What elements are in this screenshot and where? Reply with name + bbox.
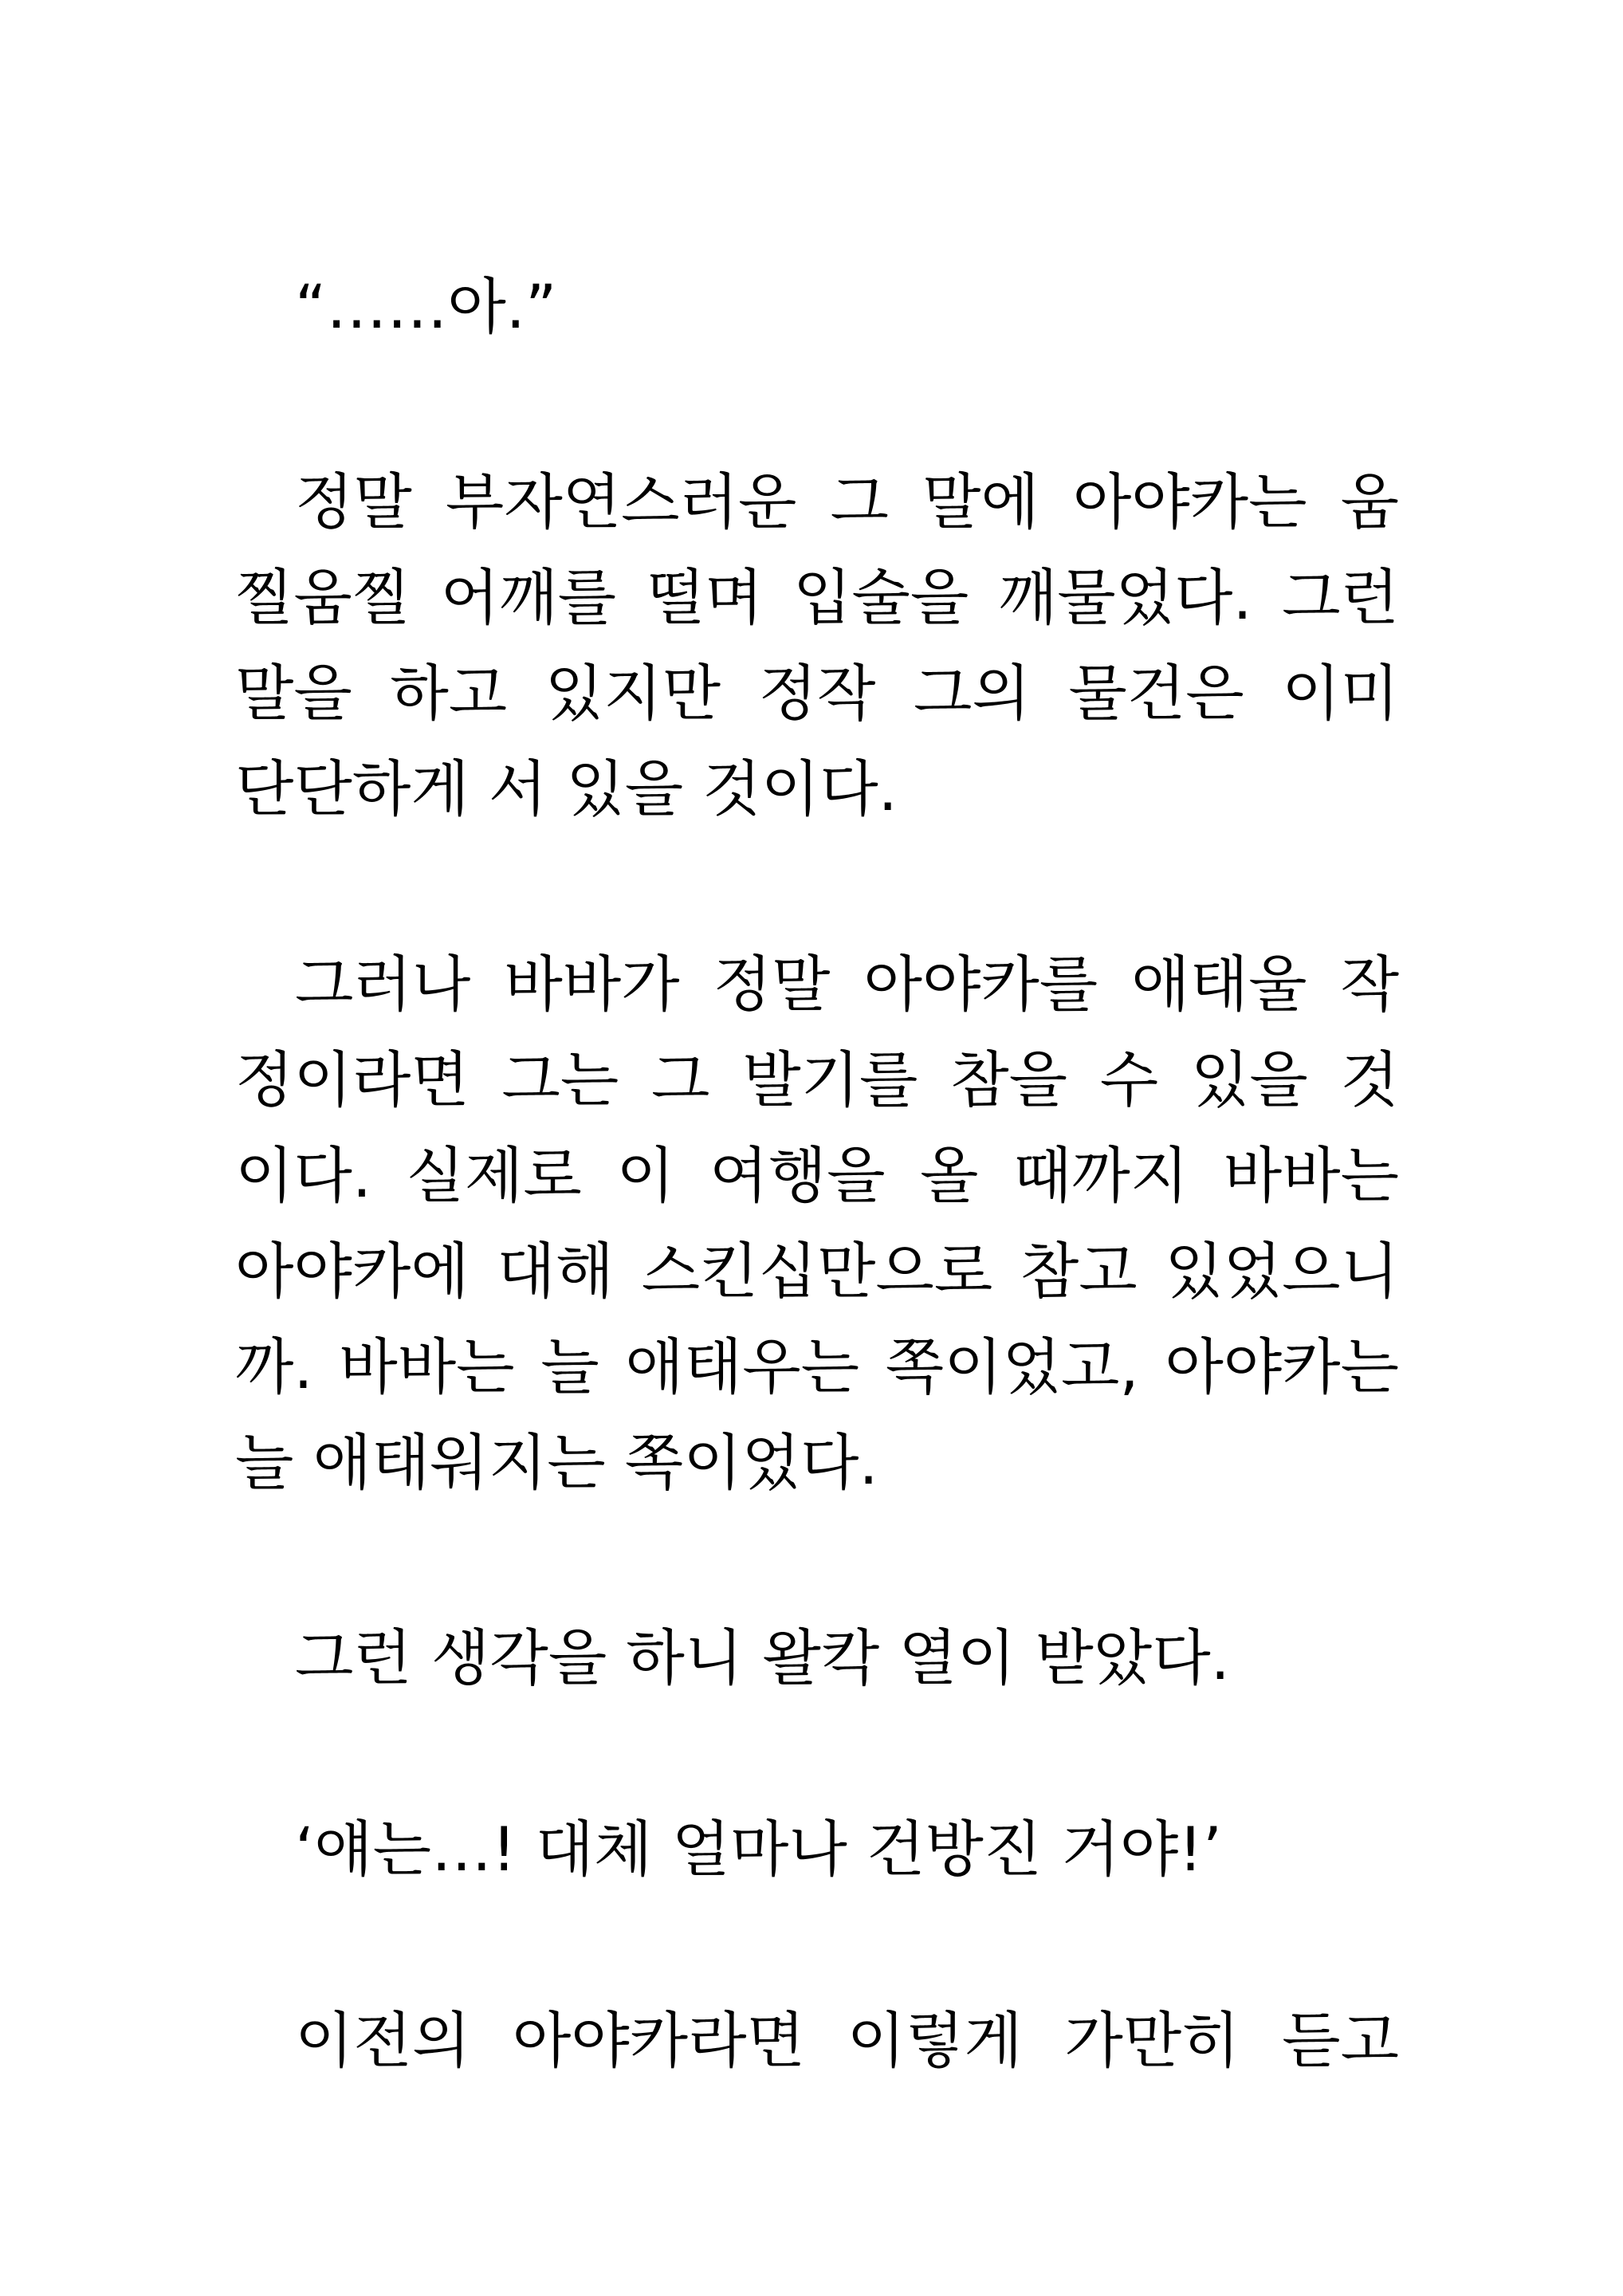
paragraph-line: 말을 하고 있지만 정작 그의 물건은 이미: [235, 658, 1399, 729]
paragraph-line: 찔움찔 어깨를 떨며 입술을 깨물었다. 그런: [235, 562, 1399, 633]
paragraph-line: 이전의 아야카라면 이렇게 가만히 듣고: [295, 2005, 1399, 2076]
paragraph-line: 정말 부자연스러운 그 말에 아야카는 움: [295, 466, 1399, 537]
paragraph-line: 까. 바바는 늘 애태우는 쪽이었고, 아야카는: [235, 1331, 1399, 1402]
paragraph-line: 단단하게 서 있을 것이다.: [235, 753, 898, 824]
paragraph-line: 그러나 바바가 정말 아야카를 애태울 작: [295, 949, 1399, 1020]
inner-thought-line: ‘얘는…! 대체 얼마나 건방진 거야!’: [295, 1814, 1222, 1885]
paragraph-line: 늘 애태워지는 쪽이었다.: [235, 1427, 878, 1498]
paragraph-line: 정이라면 그는 그 발기를 참을 수 있을 것: [235, 1044, 1399, 1115]
paragraph-line: 아야카에 대해 스킨십만으로 참고 있었으니: [235, 1236, 1399, 1307]
paragraph-line: 그런 생각을 하니 왈칵 열이 받았다.: [295, 1622, 1230, 1693]
dialogue-line: “……아.”: [295, 271, 557, 342]
paragraph-line: 이다. 실제로 이 여행을 올 때까지 바바는: [235, 1140, 1399, 1211]
